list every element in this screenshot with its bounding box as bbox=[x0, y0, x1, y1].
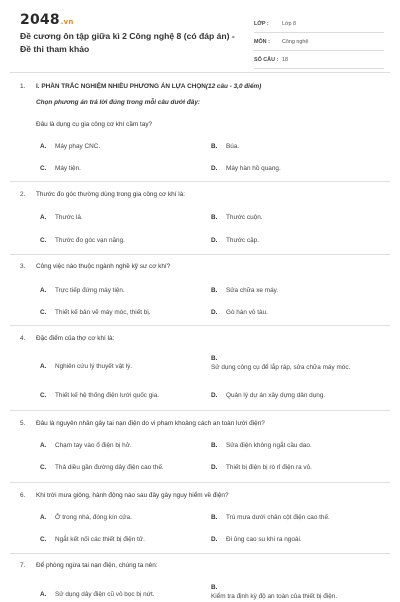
option-letter: B. bbox=[211, 287, 218, 294]
section-title-text: I. PHẦN TRẮC NGHIỆM NHIỀU PHƯƠNG ÁN LỰA CHỌN bbox=[36, 83, 206, 90]
option-letter: D. bbox=[211, 392, 218, 399]
meta-info bbox=[254, 15, 384, 69]
option-text: Thước đo góc vạn năng. bbox=[55, 237, 125, 244]
question-text: Công việc nào thuộc ngành nghề kỹ sư cơ khí? bbox=[36, 263, 171, 270]
logo-main: 2048 bbox=[20, 12, 60, 28]
header-divider bbox=[10, 72, 390, 73]
question-number: 3. bbox=[20, 263, 26, 270]
option-d[interactable] bbox=[211, 464, 312, 471]
section-instruction: Chọn phương án trả lời đúng trong mỗi câu dưới đây: bbox=[36, 99, 201, 106]
option-text: Ngắt kết nối các thiết bị điện tử. bbox=[55, 536, 145, 543]
option-b[interactable] bbox=[211, 214, 263, 221]
question-4 bbox=[20, 331, 380, 406]
option-letter: D. bbox=[211, 309, 218, 316]
option-text: Máy phay CNC. bbox=[55, 143, 101, 150]
question-text: Thước đo góc thường dùng trong gia công cơ khí là: bbox=[36, 191, 186, 198]
option-d[interactable] bbox=[211, 392, 325, 399]
meta-value: Lớp 8 bbox=[282, 20, 297, 27]
option-text: Chạm tay vào ổ điện bị hở. bbox=[55, 442, 132, 449]
question-text: Đâu là dụng cụ gia công cơ khí cầm tay? bbox=[36, 121, 153, 128]
option-text: Đi ủng cao su khi ra ngoài. bbox=[226, 536, 302, 543]
meta-row-subject bbox=[254, 33, 384, 51]
question-divider bbox=[10, 553, 390, 554]
option-d[interactable] bbox=[211, 309, 268, 316]
question-divider bbox=[10, 181, 390, 182]
question-divider bbox=[10, 254, 390, 255]
option-b[interactable] bbox=[211, 584, 380, 602]
option-c[interactable] bbox=[40, 464, 164, 471]
option-text: Trực tiếp đứng máy tiện. bbox=[55, 287, 125, 294]
section-points: (12 câu - 3,0 điểm) bbox=[205, 83, 262, 90]
option-letter: A. bbox=[40, 214, 47, 221]
option-text: Thước cặp. bbox=[226, 237, 259, 244]
option-text: Nghiên cứu lý thuyết vật lý. bbox=[55, 363, 133, 370]
question-number: 4. bbox=[20, 335, 26, 342]
option-letter: D. bbox=[211, 237, 218, 244]
option-a[interactable] bbox=[40, 143, 100, 150]
option-letter: C. bbox=[40, 237, 47, 244]
option-letter: A. bbox=[40, 591, 47, 598]
meta-key: SỐ CÂU : bbox=[254, 56, 279, 63]
meta-key: MÔN : bbox=[254, 38, 270, 45]
option-text: Thả diều gần đường dây điện cao thế. bbox=[55, 464, 164, 471]
option-text: Thiết bị điện bị rò rỉ điện ra vỏ. bbox=[226, 464, 312, 471]
option-c[interactable] bbox=[40, 309, 151, 316]
question-3 bbox=[20, 259, 380, 319]
option-text: Gò hàn vỏ tàu. bbox=[226, 309, 268, 316]
option-a[interactable] bbox=[40, 363, 132, 370]
option-text: Máy tiện. bbox=[55, 165, 81, 172]
site-logo[interactable] bbox=[20, 12, 74, 28]
option-a[interactable] bbox=[40, 591, 155, 598]
option-letter: B. bbox=[211, 514, 218, 521]
option-letter: C. bbox=[40, 536, 47, 543]
option-text: Máy hàn hồ quang. bbox=[226, 165, 281, 172]
option-letter: C. bbox=[40, 392, 47, 399]
option-letter: B. bbox=[211, 143, 218, 150]
option-a[interactable] bbox=[40, 214, 83, 221]
option-text: Búa. bbox=[226, 143, 240, 150]
meta-row-class bbox=[254, 15, 384, 33]
option-letter: A. bbox=[40, 442, 47, 449]
option-letter: C. bbox=[40, 464, 47, 471]
meta-row-count bbox=[254, 51, 384, 69]
option-letter: A. bbox=[40, 514, 47, 521]
option-text: Thiết kế bản vẽ máy móc, thiết bị. bbox=[55, 309, 151, 316]
meta-value: Công nghệ bbox=[282, 38, 309, 45]
option-d[interactable] bbox=[211, 165, 281, 172]
question-text: Đặc điểm của thợ cơ khí là: bbox=[36, 335, 115, 342]
question-number: 5. bbox=[20, 420, 26, 427]
option-text: Sửa điện không ngắt cầu dao. bbox=[226, 442, 312, 449]
option-letter: C. bbox=[40, 165, 47, 172]
logo-suffix: .vn bbox=[60, 18, 74, 26]
option-d[interactable] bbox=[211, 237, 259, 244]
document-title: Đề cương ôn tập giữa kì 2 Công nghệ 8 (có đáp án) - Đề thi tham khảo bbox=[20, 31, 235, 54]
question-divider bbox=[10, 482, 390, 483]
option-letter: A. bbox=[40, 363, 47, 370]
option-text: Sửa chữa xe máy. bbox=[226, 287, 279, 294]
option-text: Kiểm tra định kỳ độ an toàn của thiết bị điện. bbox=[211, 593, 338, 601]
option-text: Thiết kế hệ thống điện lưới quốc gia. bbox=[55, 392, 160, 399]
question-2 bbox=[20, 187, 380, 247]
option-b[interactable] bbox=[211, 514, 330, 521]
option-letter: B. bbox=[211, 214, 218, 221]
question-6 bbox=[20, 488, 380, 548]
option-b[interactable] bbox=[211, 355, 380, 373]
question-1 bbox=[20, 117, 380, 177]
option-letter: A. bbox=[40, 143, 47, 150]
option-letter: D. bbox=[211, 464, 218, 471]
question-text: Khi trời mưa giông, hành động nào sau đây gây nguy hiểm về điện? bbox=[36, 492, 229, 499]
option-b[interactable] bbox=[211, 287, 278, 294]
option-text: Thước cuộn. bbox=[226, 214, 263, 221]
question-text: Đâu là nguyên nhân gây tai nạn điện do vi phạm khoảng cách an toàn lưới điện? bbox=[36, 420, 265, 427]
option-text: Sử dụng dây điện cũ vỏ bọc bị nứt. bbox=[55, 591, 155, 598]
section-number: 1. bbox=[20, 83, 26, 90]
option-text: Quản lý dự án xây dựng dân dụng. bbox=[226, 392, 326, 399]
section-title bbox=[36, 83, 261, 90]
option-letter: D. bbox=[211, 536, 218, 543]
question-text: Để phòng ngừa tai nạn điện, chúng ta nên: bbox=[36, 562, 158, 569]
question-5 bbox=[20, 416, 380, 476]
option-text: Trú mưa dưới chân cột điện cao thế. bbox=[226, 514, 330, 521]
option-c[interactable] bbox=[40, 165, 81, 172]
option-letter: B. bbox=[211, 584, 218, 591]
option-b[interactable] bbox=[211, 442, 312, 449]
option-letter: D. bbox=[211, 165, 218, 172]
question-divider bbox=[10, 410, 390, 411]
option-c[interactable] bbox=[40, 237, 125, 244]
option-a[interactable] bbox=[40, 287, 125, 294]
option-a[interactable] bbox=[40, 442, 132, 449]
option-letter: B. bbox=[211, 442, 218, 449]
option-c[interactable] bbox=[40, 536, 145, 543]
option-letter: C. bbox=[40, 309, 47, 316]
option-text: Ở trong nhà, đóng kín cửa. bbox=[55, 514, 132, 521]
option-c[interactable] bbox=[40, 392, 159, 399]
page-header bbox=[0, 0, 400, 75]
option-text: Sử dụng công cụ để lắp ráp, sửa chữa máy móc. bbox=[211, 364, 351, 372]
question-7 bbox=[20, 558, 380, 600]
option-b[interactable] bbox=[211, 143, 239, 150]
option-letter: A. bbox=[40, 287, 47, 294]
question-divider bbox=[10, 325, 390, 326]
question-number: 6. bbox=[20, 492, 26, 499]
question-number: 2. bbox=[20, 191, 26, 198]
question-number: 7. bbox=[20, 562, 26, 569]
option-text: Thước lá. bbox=[55, 214, 83, 221]
option-d[interactable] bbox=[211, 536, 302, 543]
option-a[interactable] bbox=[40, 514, 132, 521]
meta-value: 18 bbox=[282, 56, 288, 63]
meta-key: LỚP : bbox=[254, 20, 269, 27]
option-letter: B. bbox=[211, 355, 218, 362]
